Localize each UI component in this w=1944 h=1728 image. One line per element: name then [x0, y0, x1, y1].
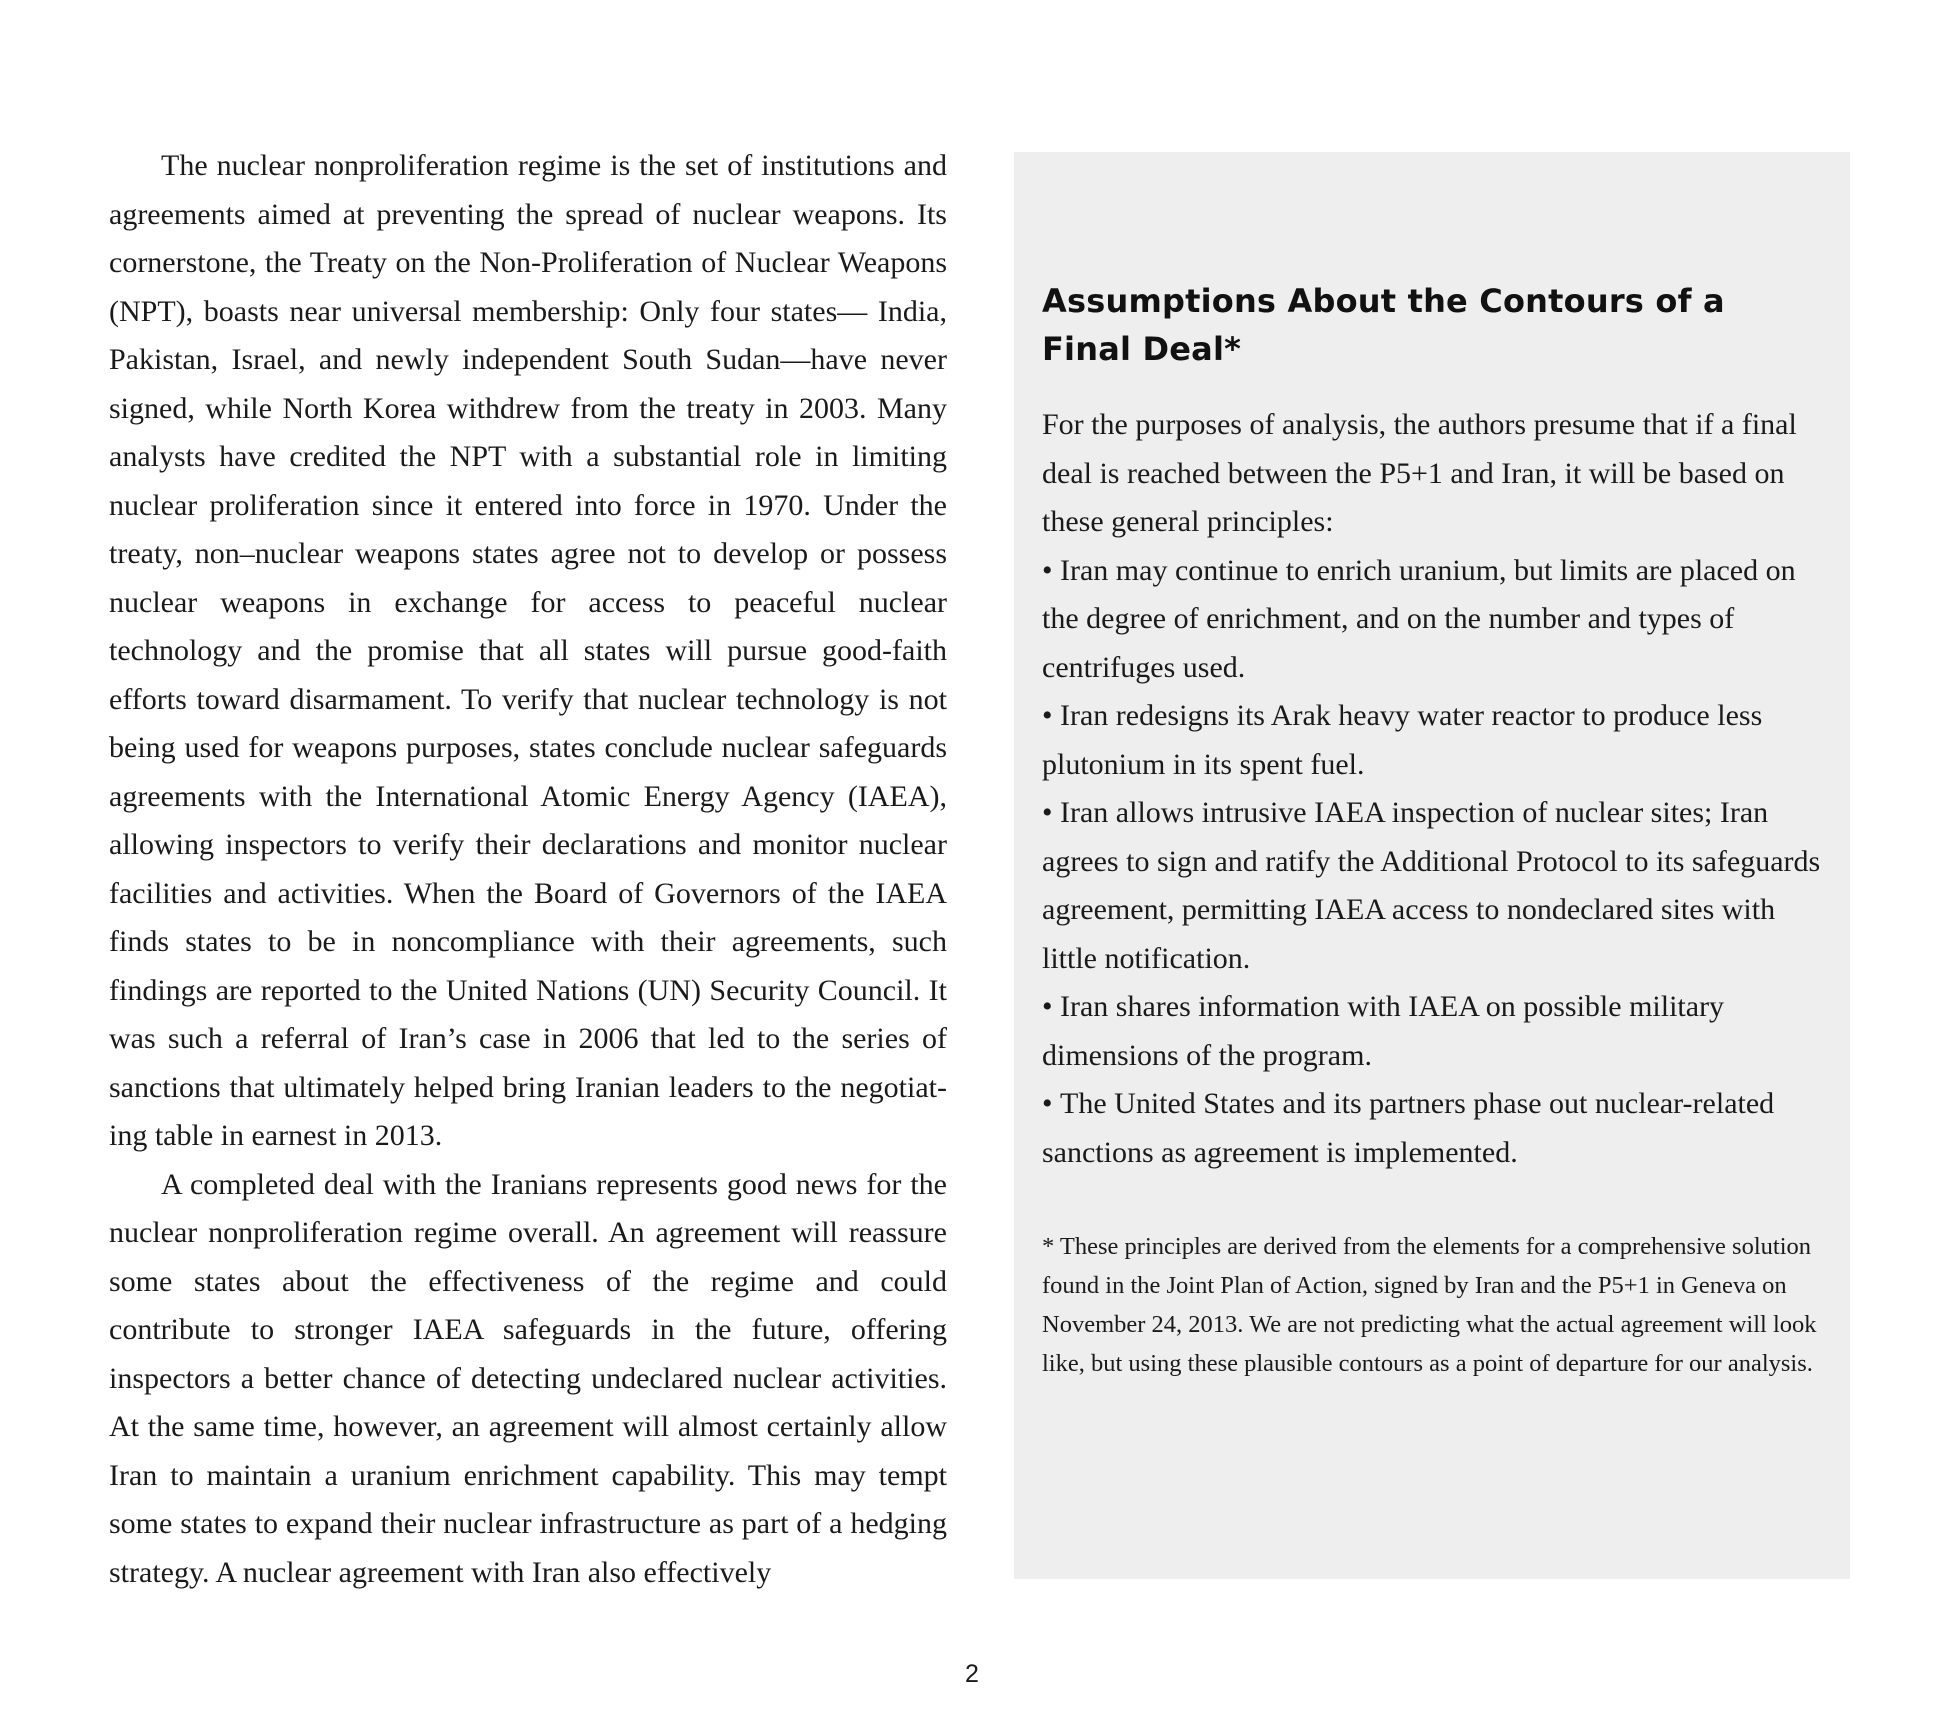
body-paragraph-1: The nuclear nonproliferation regime is the set of institutions and agreements aimed at preventing the spread of nuclear weapons. Its cornerstone, the Treaty on the Non-Proliferation of Nuclear Weapons (NPT), boasts near universal membership: Only four states— India, Pakistan, Israel, and newly independent South Sudan—have never signed, while North Korea withdrew from the treaty in 2003. Many analysts have credited the NPT with a substantial role in limiting nuclear proliferation since it entered into force in 1970. Under the treaty, non–nuclear weapons states agree not to develop or possess nuclear weapons in exchange for access to peaceful nuclear technology and the promise that all states will pursue good-faith efforts toward disarmament. To verify that nuclear technology is not being used for weapons purposes, states conclude nuclear safeguards agreements with the International Atomic Energy Agency (IAEA), allowing inspectors to verify their declarations and monitor nuclear facilities and activities. When the Board of Governors of the IAEA finds states to be in noncompliance with their agreements, such findings are reported to the United Nations (UN) Security Council. It was such a referral of Iran’s case in 2006 that led to the series of sanctions that ultimately helped bring Iranian leaders to the negotiating table in earnest in 2013.: [109, 149, 947, 1152]
sidebar-title: [1042, 277, 1832, 373]
sidebar-title-line-2: Final Deal*: [1042, 330, 1242, 368]
main-text-column: [109, 142, 947, 1597]
principle-item-5: • The United States and its partners phase out nuclear-related sanctions as agreement is implemented.: [1042, 1080, 1832, 1177]
sidebar-intro: For the purposes of analysis, the authors presume that if a final deal is reached between the P5+1 and Iran, it will be based on these general principles:: [1042, 408, 1797, 538]
page-number: 2: [965, 1660, 979, 1688]
sidebar-body: [1042, 401, 1832, 1177]
sidebar-box: [1014, 152, 1850, 1579]
principle-item-4: • Iran shares information with IAEA on possible military dimensions of the program.: [1042, 983, 1832, 1080]
body-paragraph-2: A completed deal with the Iranians represents good news for the nuclear nonproliferation regime overall. An agreement will reassure some states about the effectiveness of the regime and could contribute to stronger IAEA safeguards in the future, offering inspectors a better chance of detecting undeclared nuclear activities. At the same time, however, an agreement will almost certainly allow Iran to maintain a uranium enrichment capability. This may tempt some states to expand their nuclear infrastructure as part of a hedging strategy. A nuclear agreement with Iran also effectively: [109, 1167, 947, 1589]
principle-item-3: • Iran allows intrusive IAEA inspection of nuclear sites; Iran agrees to sign and ratify the Additional Protocol to its safeguards agreement, permitting IAEA access to nondeclared sites with little notification.: [1042, 789, 1832, 983]
principle-item-2: • Iran redesigns its Arak heavy water reactor to produce less plutonium in its spent fuel.: [1042, 692, 1832, 789]
sidebar-title-line-1: Assumptions About the Contours of a: [1042, 282, 1725, 320]
principles-list: [1042, 547, 1832, 1178]
sidebar-footnote: * These principles are derived from the elements for a comprehensive solution found in the Joint Plan of Action, signed by Iran and the P5+1 in Geneva on November 24, 2013. We are not predicting what the actual agreement will look like, but using these plausible contours as a point of departure for our analysis.: [1042, 1233, 1817, 1377]
sidebar-content: [1042, 277, 1832, 1383]
principle-item-1: • Iran may continue to enrich uranium, but limits are placed on the degree of enrichment, and on the number and types of centrifuges used.: [1042, 547, 1832, 693]
